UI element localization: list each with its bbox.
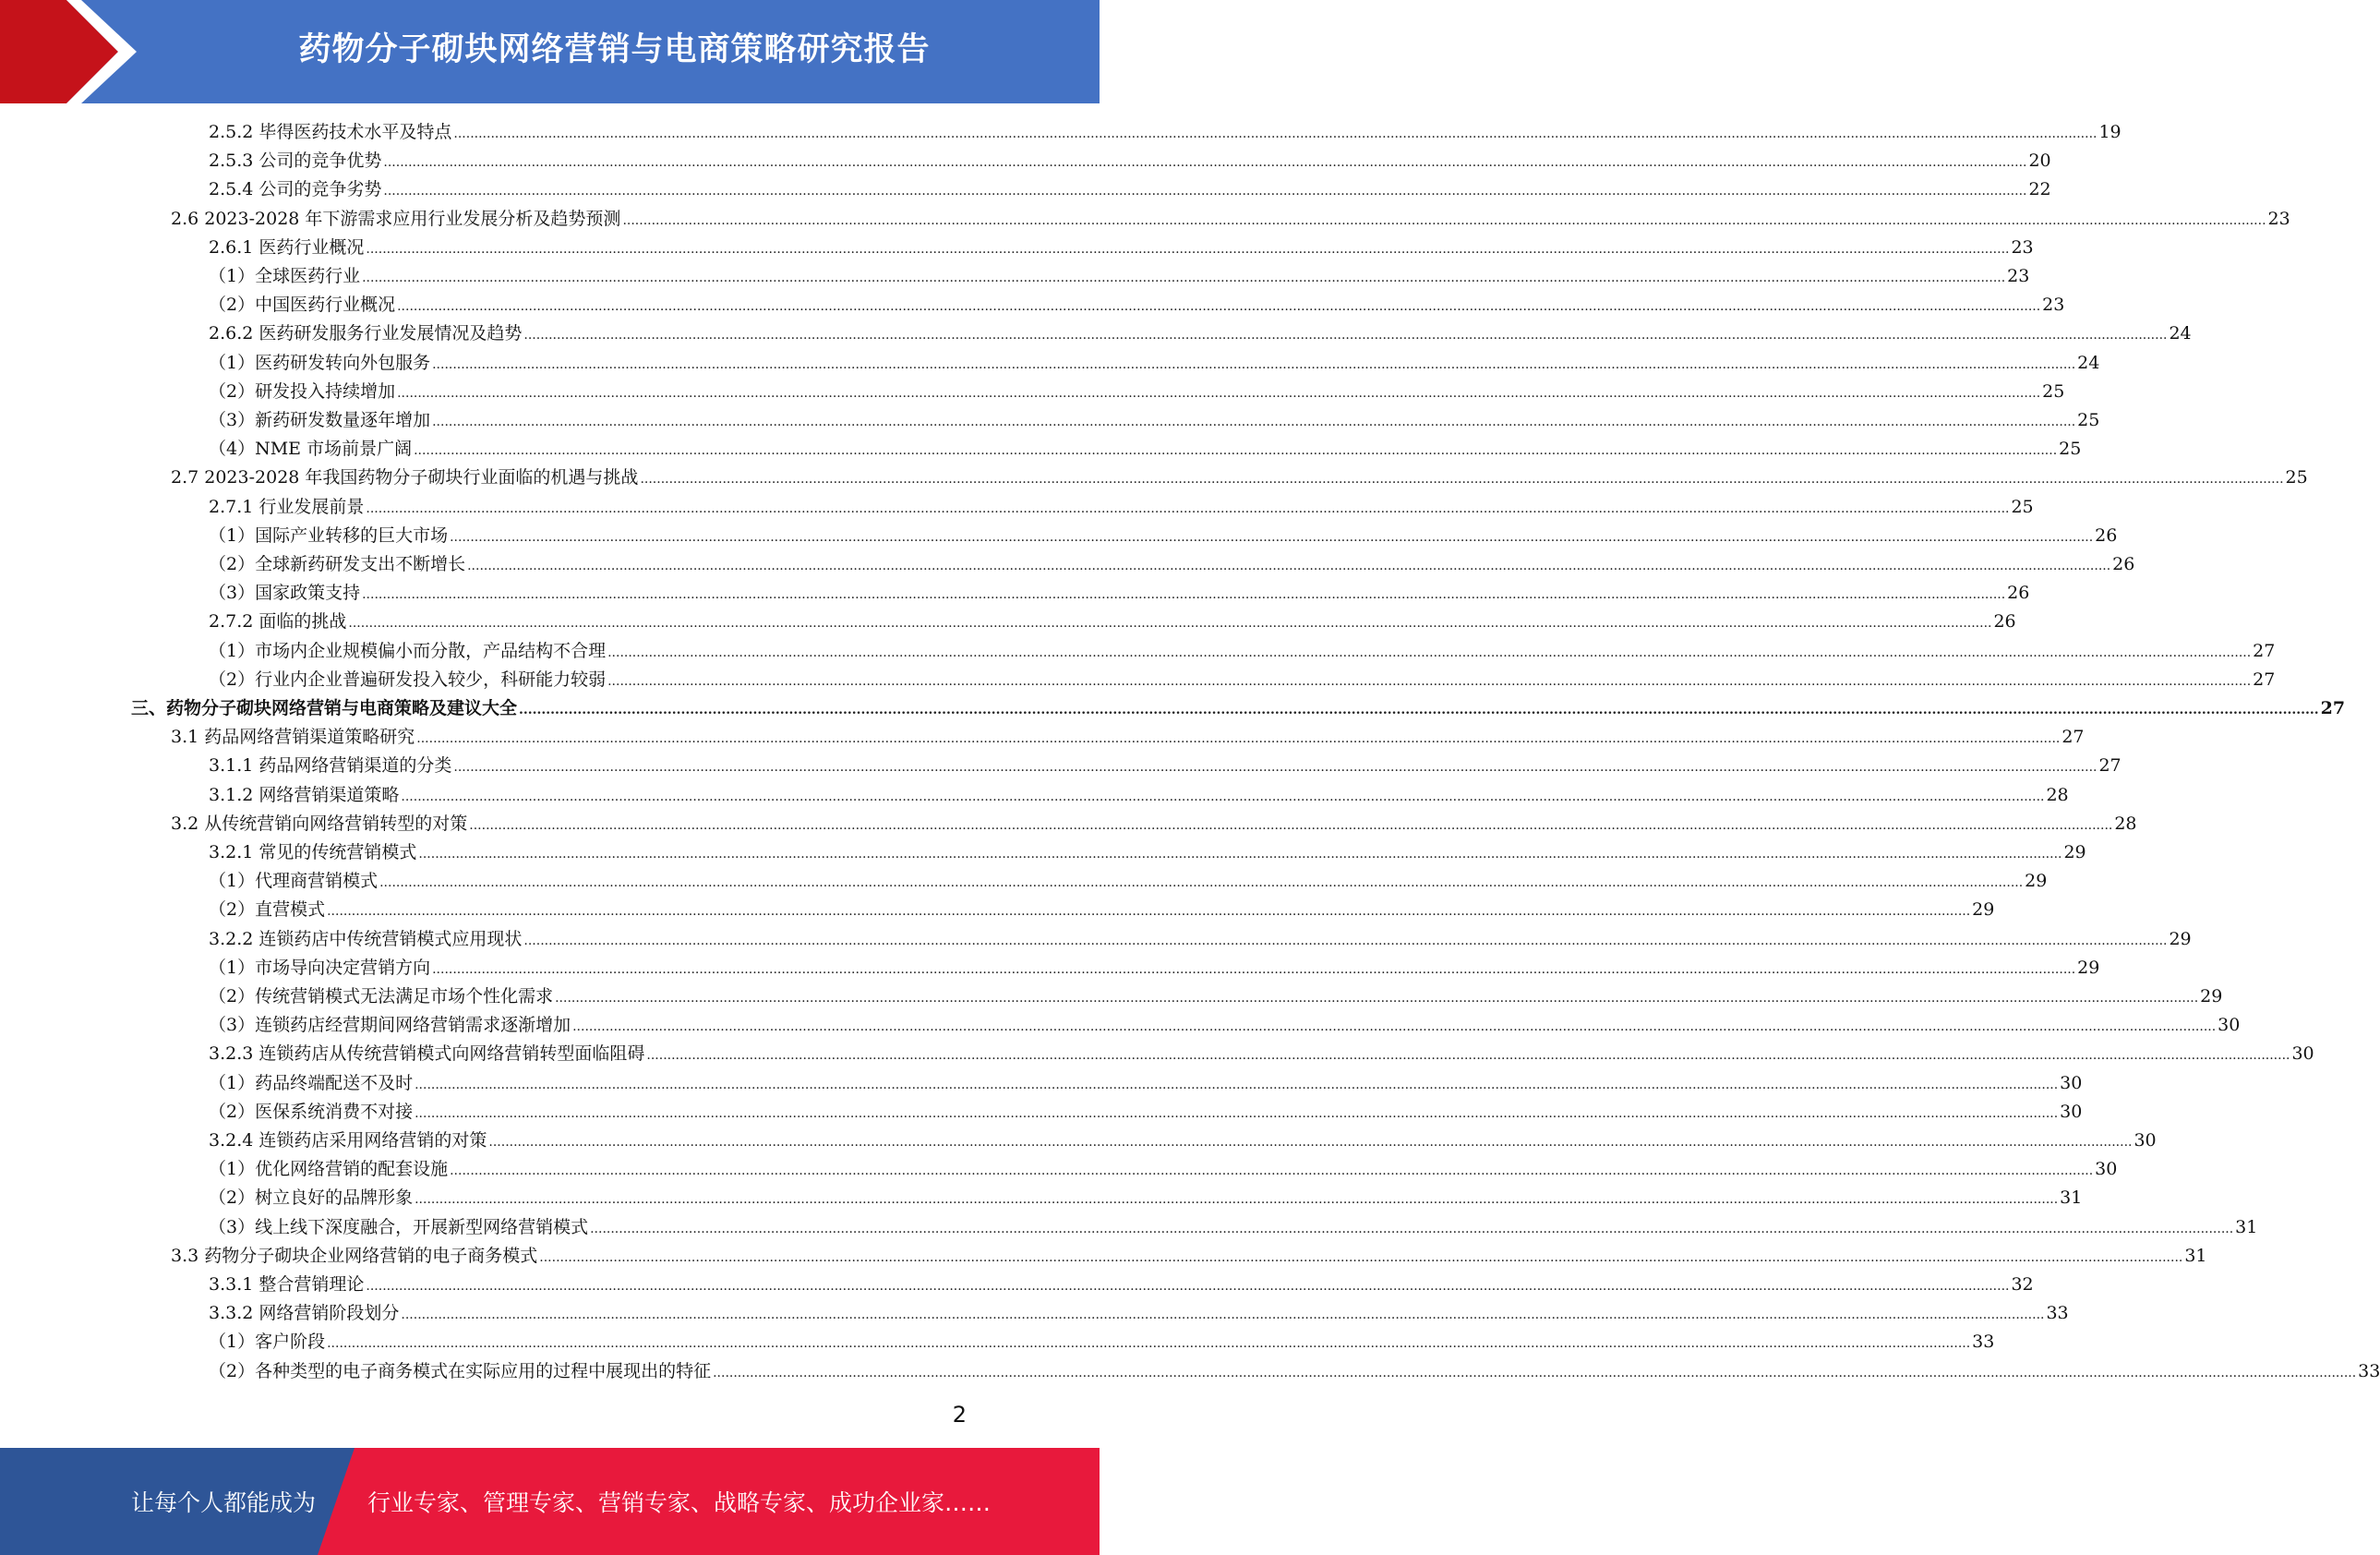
toc-entry-page: 24 [2077, 352, 2100, 373]
toc-dot-leader: ................................................................................................................................................................................................................................................................................................................................................................................................................ [432, 356, 2076, 372]
toc-entry[interactable] [209, 175, 2051, 204]
toc-dot-leader: ................................................................................................................................................................................................................................................................................................................................................................................................................ [467, 559, 2111, 573]
toc-entry[interactable] [209, 1098, 2083, 1127]
toc-entry[interactable] [209, 1127, 2157, 1155]
report-title: 药物分子砌块网络营销与电商策略研究报告 [298, 31, 931, 68]
toc-entry-label: （2）传统营销模式无法满足市场个性化需求 [209, 986, 554, 1007]
toc-entry-label: 3.1 药品网络营销渠道策略研究 [171, 727, 415, 748]
page-footer [0, 1448, 1100, 1555]
toc-dot-leader: ................................................................................................................................................................................................................................................................................................................................................................................................................ [383, 184, 2027, 199]
toc-entry[interactable] [209, 781, 2069, 810]
toc-entry-page: 32 [2011, 1274, 2034, 1295]
toc-entry-page: 33 [2046, 1303, 2069, 1324]
toc-entry[interactable] [209, 1299, 2069, 1328]
toc-entry-label: （2）树立良好的品牌形象 [209, 1187, 414, 1209]
toc-entry[interactable] [209, 752, 2122, 780]
toc-entry[interactable] [209, 406, 2100, 435]
toc-entry-page: 25 [2077, 410, 2100, 430]
toc-entry-page: 30 [2218, 1015, 2241, 1036]
toc-entry[interactable] [209, 1011, 2241, 1040]
toc-entry-page: 33 [2358, 1360, 2380, 1381]
toc-entry-label: （2）中国医药行业概况 [209, 295, 396, 316]
page-header [0, 0, 1100, 103]
toc-entry-label: 三、药物分子砌块网络营销与电商策略及建议大全 [131, 698, 518, 718]
toc-dot-leader: ................................................................................................................................................................................................................................................................................................................................................................................................................ [401, 789, 2045, 804]
toc-entry[interactable] [171, 205, 2290, 234]
toc-dot-leader: ................................................................................................................................................................................................................................................................................................................................................................................................................ [366, 241, 2010, 257]
toc-entry-label: 3.2.1 常见的传统营销模式 [209, 842, 417, 862]
toc-dot-leader: ................................................................................................................................................................................................................................................................................................................................................................................................................ [488, 1135, 2133, 1150]
toc-dot-leader: ................................................................................................................................................................................................................................................................................................................................................................................................................ [590, 1221, 2234, 1236]
toc-dot-leader: ................................................................................................................................................................................................................................................................................................................................................................................................................ [366, 500, 2010, 516]
toc-entry-page: 30 [2291, 1043, 2314, 1065]
toc-entry-page: 22 [2028, 179, 2051, 200]
toc-dot-leader: ................................................................................................................................................................................................................................................................................................................................................................................................................ [348, 616, 1992, 632]
toc-dot-leader: ................................................................................................................................................................................................................................................................................................................................................................................................................ [572, 1019, 2217, 1035]
toc-entry-label: （2）全球新药研发支出不断增长 [209, 554, 466, 574]
toc-entry[interactable] [209, 1069, 2083, 1098]
toc-entry-label: 3.1.1 药品网络营销渠道的分类 [209, 755, 452, 777]
toc-entry-label: （1）国际产业转移的巨大市场 [209, 524, 449, 546]
toc-entry-label: （2）直营模式 [209, 899, 326, 921]
toc-entry-page: 23 [2267, 208, 2290, 229]
toc-entry-label: （3）新药研发数量逐年增加 [209, 410, 431, 430]
toc-entry[interactable] [209, 147, 2051, 175]
toc-entry-page: 25 [2011, 496, 2034, 517]
toc-dot-leader: ................................................................................................................................................................................................................................................................................................................................................................................................................ [432, 415, 2076, 429]
toc-entry[interactable] [209, 637, 2276, 666]
toc-entry-label: 3.1.2 网络营销渠道策略 [209, 784, 400, 805]
toc-entry-label: （1）市场导向决定营销方向 [209, 957, 431, 978]
toc-entry-label: 2.7.2 面临的挑战 [209, 611, 347, 633]
toc-entry-page: 29 [1972, 899, 1995, 921]
toc-entry[interactable] [209, 666, 2276, 694]
toc-entry[interactable] [209, 118, 2122, 147]
toc-dot-leader: ................................................................................................................................................................................................................................................................................................................................................................................................................ [327, 1336, 1971, 1352]
toc-entry-page: 19 [2098, 122, 2122, 142]
toc-dot-leader: ................................................................................................................................................................................................................................................................................................................................................................................................................ [401, 1308, 2045, 1323]
toc-entry-label: 2.6.2 医药研发服务行业发展情况及趋势 [209, 323, 523, 344]
toc-entry-page: 27 [2253, 640, 2276, 661]
toc-entry-label: 3.2.4 连锁药店采用网络营销的对策 [209, 1130, 487, 1151]
toc-entry[interactable] [209, 1040, 2314, 1068]
toc-entry-label: 3.2 从传统营销向网络营销转型的对策 [171, 813, 468, 834]
toc-entry-page: 28 [2046, 784, 2069, 805]
toc-entry[interactable] [171, 1242, 2207, 1271]
toc-entry-label: 2.6 2023-2028 年下游需求应用行业发展分析及趋势预测 [171, 208, 621, 229]
toc-entry-page: 30 [2134, 1130, 2157, 1151]
toc-entry-page: 23 [2011, 236, 2034, 258]
toc-dot-leader: ................................................................................................................................................................................................................................................................................................................................................................................................................ [469, 817, 2113, 833]
toc-entry-label: 2.5.4 公司的竞争劣势 [209, 179, 382, 200]
toc-entry-label: 2.7.1 行业发展前景 [209, 496, 365, 517]
toc-dot-leader: ................................................................................................................................................................................................................................................................................................................................................................................................................ [453, 127, 2098, 141]
toc-dot-leader: ................................................................................................................................................................................................................................................................................................................................................................................................................ [432, 961, 2076, 977]
toc-entry[interactable] [209, 435, 2082, 464]
toc-entry[interactable] [209, 896, 1995, 924]
toc-entry[interactable] [209, 1213, 2258, 1242]
toc-dot-leader: ................................................................................................................................................................................................................................................................................................................................................................................................................ [523, 328, 2168, 344]
toc-entry-label: （1）客户阶段 [209, 1332, 326, 1353]
toc-entry-label: 3.2.2 连锁药店中传统营销模式应用现状 [209, 928, 523, 949]
toc-entry[interactable] [171, 464, 2308, 492]
toc-entry-label: （2）行业内企业普遍研发投入较少，科研能力较弱 [209, 669, 607, 690]
toc-dot-leader: ................................................................................................................................................................................................................................................................................................................................................................................................................ [640, 472, 2284, 488]
toc-entry[interactable] [209, 522, 2118, 550]
toc-entry[interactable] [209, 1155, 2118, 1184]
toc-entry-page: 25 [2042, 380, 2065, 402]
toc-entry[interactable] [209, 608, 2016, 636]
toc-entry-page: 24 [2169, 323, 2192, 344]
toc-entry[interactable] [209, 1271, 2034, 1299]
toc-entry-page: 20 [2028, 151, 2051, 172]
toc-entry-label: 2.7 2023-2028 年我国药物分子砌块行业面临的机遇与挑战 [171, 467, 639, 488]
toc-dot-leader: ................................................................................................................................................................................................................................................................................................................................................................................................................ [362, 587, 2006, 603]
toc-dot-leader: ................................................................................................................................................................................................................................................................................................................................................................................................................ [366, 1279, 2010, 1294]
toc-entry-label: （3）国家政策支持 [209, 583, 361, 604]
page-number: 2 [952, 1402, 967, 1428]
toc-dot-leader: ................................................................................................................................................................................................................................................................................................................................................................................................................ [622, 212, 2266, 228]
toc-entry-page: 31 [2184, 1245, 2207, 1266]
toc-entry-label: （1）代理商营销模式 [209, 871, 379, 892]
toc-entry-label: （1）医药研发转向外包服务 [209, 352, 431, 373]
toc-entry-page: 29 [2200, 986, 2223, 1007]
toc-entry-page: 27 [2320, 698, 2346, 718]
toc-dot-leader: ................................................................................................................................................................................................................................................................................................................................................................................................................ [415, 1077, 2059, 1092]
header-chevron-decoration [0, 0, 148, 103]
toc-entry[interactable] [209, 1357, 2380, 1386]
toc-entry-label: （3）线上线下深度融合，开展新型网络营销模式 [209, 1216, 589, 1237]
toc-entry-page: 25 [2285, 467, 2308, 488]
toc-entry-page: 26 [1993, 611, 2016, 633]
toc-entry-label: 3.3 药物分子砌块企业网络营销的电子商务模式 [171, 1245, 538, 1266]
toc-entry-page: 31 [2060, 1187, 2083, 1209]
toc-entry-page: 23 [2007, 266, 2030, 286]
toc-entry-page: 28 [2114, 813, 2137, 834]
toc-entry-label: 2.5.3 公司的竞争优势 [209, 151, 382, 172]
toc-dot-leader: ................................................................................................................................................................................................................................................................................................................................................................................................................ [450, 1163, 2094, 1179]
toc-entry-label: （2）各种类型的电子商务模式在实际应用的过程中展现出的特征 [209, 1360, 712, 1381]
toc-entry-label: （1）市场内企业规模偏小而分散，产品结构不合理 [209, 640, 607, 661]
toc-entry-page: 33 [1972, 1332, 1995, 1353]
footer-slogan-right: 行业专家、管理专家、营销专家、战略专家、成功企业家…… [367, 1489, 992, 1516]
toc-entry[interactable] [209, 1184, 2083, 1212]
toc-entry[interactable] [209, 319, 2192, 348]
toc-dot-leader: ................................................................................................................................................................................................................................................................................................................................................................................................................ [519, 703, 2319, 717]
toc-entry[interactable] [209, 1328, 1995, 1356]
toc-entry-label: 2.5.2 毕得医药技术水平及特点 [209, 122, 452, 142]
toc-entry-label: （4）NME 市场前景广阔 [209, 439, 413, 460]
toc-dot-leader: ................................................................................................................................................................................................................................................................................................................................................................................................................ [414, 443, 2058, 459]
toc-entry-label: （2）医保系统消费不对接 [209, 1101, 414, 1122]
toc-entry-page: 26 [2095, 524, 2118, 546]
toc-entry[interactable] [209, 493, 2034, 522]
toc-dot-leader: ................................................................................................................................................................................................................................................................................................................................................................................................................ [713, 1365, 2357, 1380]
toc-entry[interactable] [209, 234, 2034, 262]
toc-entry-label: 3.2.3 连锁药店从传统营销模式向网络营销转型面临阻碍 [209, 1043, 645, 1065]
toc-dot-leader: ................................................................................................................................................................................................................................................................................................................................................................................................................ [523, 933, 2168, 948]
toc-entry-page: 26 [2007, 583, 2030, 604]
toc-entry-label: 3.3.1 整合营销理论 [209, 1274, 365, 1295]
toc-dot-leader: ................................................................................................................................................................................................................................................................................................................................................................................................................ [415, 1192, 2059, 1208]
toc-entry-page: 29 [2063, 842, 2086, 862]
toc-entry[interactable] [171, 723, 2085, 752]
toc-entry-label: 2.6.1 医药行业概况 [209, 236, 365, 258]
toc-entry[interactable] [209, 925, 2192, 954]
toc-entry-page: 29 [2077, 957, 2100, 978]
toc-dot-leader: ................................................................................................................................................................................................................................................................................................................................................................................................................ [379, 875, 2024, 891]
toc-entry[interactable] [209, 838, 2086, 867]
toc-dot-leader: ................................................................................................................................................................................................................................................................................................................................................................................................................ [416, 731, 2061, 747]
toc-entry[interactable] [209, 954, 2100, 982]
toc-entry-page: 30 [2060, 1072, 2083, 1093]
toc-dot-leader: ................................................................................................................................................................................................................................................................................................................................................................................................................ [555, 991, 2199, 1006]
toc-entry[interactable] [209, 867, 2048, 896]
toc-entry-page: 27 [2061, 727, 2085, 748]
toc-entry-label: 3.3.2 网络营销阶段划分 [209, 1303, 400, 1324]
toc-dot-leader: ................................................................................................................................................................................................................................................................................................................................................................................................................ [327, 904, 1971, 920]
toc-entry-page: 27 [2253, 669, 2276, 690]
toc-dot-leader: ................................................................................................................................................................................................................................................................................................................................................................................................................ [646, 1048, 2290, 1064]
toc-dot-leader: ................................................................................................................................................................................................................................................................................................................................................................................................................ [453, 760, 2098, 776]
footer-slogan-left: 让每个人都能成为 [131, 1489, 317, 1516]
toc-entry-page: 29 [2169, 928, 2192, 949]
toc-dot-leader: ................................................................................................................................................................................................................................................................................................................................................................................................................ [607, 673, 2252, 689]
toc-entry-page: 30 [2095, 1159, 2118, 1180]
toc-dot-leader: ................................................................................................................................................................................................................................................................................................................................................................................................................ [415, 1105, 2059, 1121]
toc-entry-label: （1）全球医药行业 [209, 266, 361, 286]
toc-entry[interactable] [209, 349, 2100, 378]
toc-entry[interactable] [209, 262, 2030, 291]
toc-entry-page: 26 [2112, 554, 2135, 574]
toc-dot-leader: ................................................................................................................................................................................................................................................................................................................................................................................................................ [418, 847, 2062, 862]
toc-entry-page: 25 [2059, 439, 2082, 460]
toc-entry-page: 29 [2025, 871, 2048, 892]
toc-entry-label: （1）优化网络营销的配套设施 [209, 1159, 449, 1180]
toc-dot-leader: ................................................................................................................................................................................................................................................................................................................................................................................................................ [607, 645, 2252, 660]
toc-entry[interactable] [209, 378, 2065, 406]
toc-dot-leader: ................................................................................................................................................................................................................................................................................................................................................................................................................ [450, 529, 2094, 545]
toc-entry-label: （2）研发投入持续增加 [209, 380, 396, 402]
toc-entry-label: （3）连锁药店经营期间网络营销需求逐渐增加 [209, 1015, 571, 1036]
toc-entry-page: 31 [2235, 1216, 2258, 1237]
toc-entry-page: 30 [2060, 1101, 2083, 1122]
toc-entry-page: 23 [2042, 295, 2065, 316]
toc-dot-leader: ................................................................................................................................................................................................................................................................................................................................................................................................................ [397, 385, 2041, 401]
toc-entry[interactable] [171, 810, 2137, 838]
toc-entry[interactable] [209, 291, 2065, 319]
toc-dot-leader: ................................................................................................................................................................................................................................................................................................................................................................................................................ [362, 271, 2006, 285]
toc-dot-leader: ................................................................................................................................................................................................................................................................................................................................................................................................................ [397, 299, 2041, 315]
toc-entry-page: 27 [2098, 755, 2122, 777]
toc-entry[interactable] [209, 579, 2030, 608]
toc-entry[interactable] [209, 982, 2223, 1011]
toc-dot-leader: ................................................................................................................................................................................................................................................................................................................................................................................................................ [383, 155, 2027, 171]
toc-entry-label: （1）药品终端配送不及时 [209, 1072, 414, 1093]
toc-entry[interactable] [209, 550, 2135, 579]
toc-dot-leader: ................................................................................................................................................................................................................................................................................................................................................................................................................ [539, 1249, 2183, 1265]
toc-entry[interactable] [131, 694, 2346, 723]
